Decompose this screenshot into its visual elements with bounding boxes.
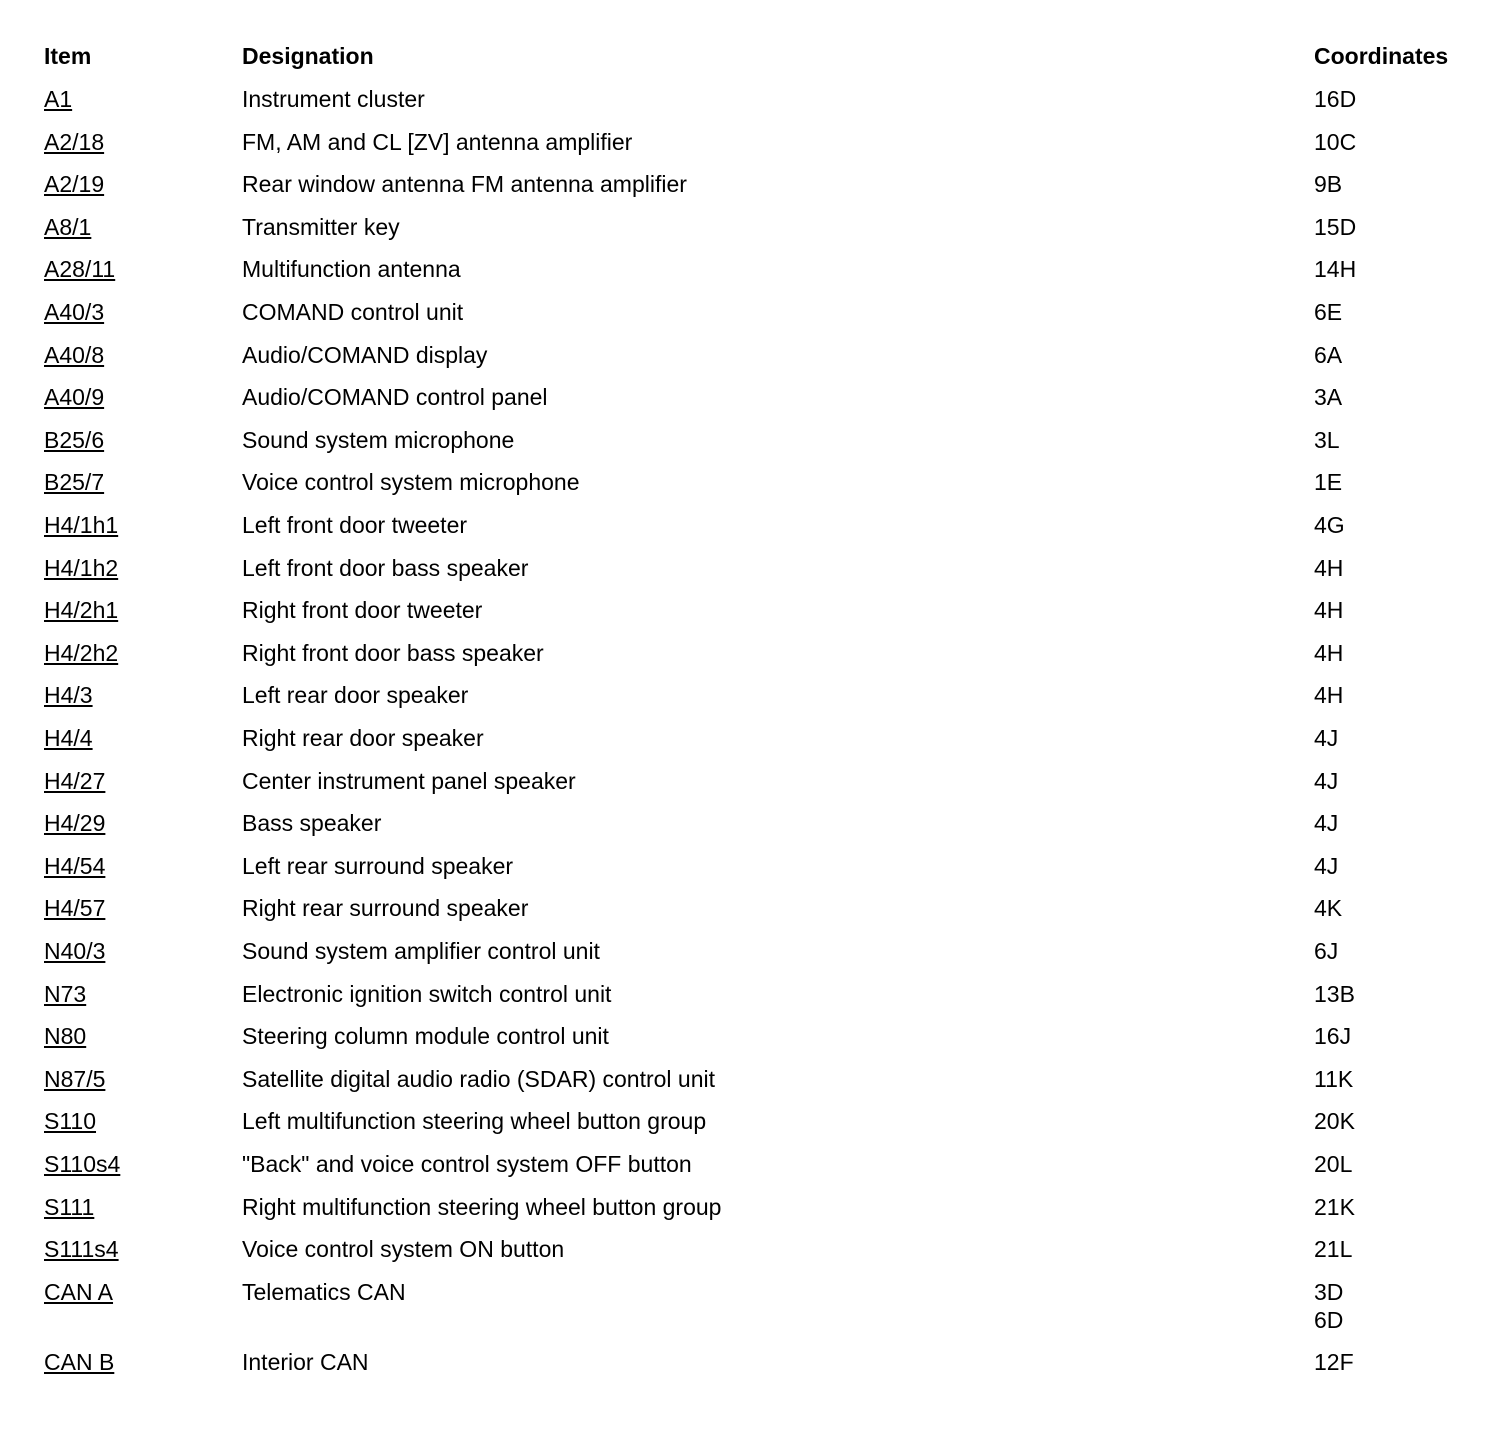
designation-text: Voice control system microphone — [242, 469, 580, 496]
item-link[interactable]: S111s4 — [44, 1236, 119, 1263]
coordinates-cell — [1314, 128, 1356, 156]
coordinate-value: 14H — [1314, 256, 1357, 283]
item-link[interactable]: CAN B — [44, 1349, 115, 1376]
item-link[interactable]: H4/29 — [44, 810, 106, 837]
item-link[interactable]: H4/1h2 — [44, 554, 119, 581]
item-link[interactable]: H4/27 — [44, 767, 106, 794]
coordinates-cell — [1314, 809, 1338, 837]
item-link[interactable]: S110s4 — [44, 1151, 121, 1177]
coordinates-cell — [1314, 383, 1342, 411]
item-link[interactable]: H4/4 — [44, 725, 93, 751]
header-coordinates: Coordinates — [1314, 43, 1449, 69]
coordinate-value: 6E — [1314, 299, 1343, 325]
coordinates-cell — [1314, 341, 1342, 369]
designation-text: Sound system microphone — [242, 426, 515, 453]
coordinates-cell — [1314, 1065, 1353, 1093]
designation-text: Sound system amplifier control unit — [242, 938, 600, 964]
coordinate-value: 4K — [1314, 895, 1343, 922]
item-link[interactable]: S110 — [44, 1108, 97, 1135]
designation-text: Right rear door speaker — [242, 725, 484, 751]
coordinate-value: 20L — [1314, 1151, 1353, 1177]
designation-text: Left front door bass speaker — [242, 554, 529, 581]
coordinates-cell — [1314, 1278, 1343, 1334]
item-link[interactable]: A28/11 — [44, 256, 116, 283]
coordinates-cell — [1314, 1193, 1355, 1221]
designation-text: "Back" and voice control system OFF button — [242, 1151, 692, 1177]
coordinates-cell — [1314, 85, 1356, 113]
coordinate-value: 4J — [1314, 725, 1339, 751]
coordinate-value: 4J — [1314, 767, 1339, 794]
coordinate-value: 4H — [1314, 597, 1344, 624]
designation-text: Instrument cluster — [242, 86, 425, 112]
item-link[interactable]: A2/18 — [44, 128, 105, 155]
coordinate-value: 4H — [1314, 639, 1344, 666]
coordinates-cell — [1314, 255, 1356, 283]
designation-text: Multifunction antenna — [242, 256, 461, 283]
item-link[interactable]: CAN A — [44, 1278, 114, 1305]
designation-text: Audio/COMAND control panel — [242, 384, 548, 411]
item-link[interactable]: H4/54 — [44, 852, 106, 879]
coordinates-cell — [1314, 426, 1340, 454]
designation-text: FM, AM and CL [ZV] antenna amplifier — [242, 128, 633, 155]
item-link[interactable]: A40/3 — [44, 299, 105, 325]
designation-text: Right front door bass speaker — [242, 639, 544, 666]
designation-text: Left rear surround speaker — [242, 852, 514, 879]
coordinate-value: 9B — [1314, 171, 1343, 198]
designation-text: Left rear door speaker — [242, 682, 469, 709]
coordinate-value: 16D — [1314, 86, 1357, 112]
item-link[interactable]: H4/2h2 — [44, 639, 119, 666]
coordinate-value: 20K — [1314, 1108, 1355, 1135]
item-link[interactable]: N80 — [44, 1023, 87, 1050]
designation-text: Right rear surround speaker — [242, 895, 529, 922]
designation-text: Left front door tweeter — [242, 512, 468, 538]
coordinates-cell — [1314, 1348, 1354, 1376]
coordinates-cell — [1314, 980, 1355, 1008]
coordinate-value: 6J — [1314, 938, 1339, 964]
coordinates-cell — [1314, 1107, 1355, 1135]
coordinates-cell — [1314, 681, 1343, 709]
item-link[interactable]: N40/3 — [44, 938, 106, 964]
item-link[interactable]: A40/8 — [44, 341, 105, 368]
coordinates-cell — [1314, 1235, 1352, 1263]
coordinates-cell — [1314, 1150, 1352, 1178]
designation-text: Right front door tweeter — [242, 597, 483, 624]
coordinate-value: 10C — [1314, 128, 1357, 155]
designation-text: Voice control system ON button — [242, 1236, 565, 1263]
coordinate-value: 4H — [1314, 554, 1344, 581]
item-link[interactable]: A1 — [44, 86, 73, 112]
designation-text: Satellite digital audio radio (SDAR) control unit — [242, 1065, 716, 1092]
item-link[interactable]: A8/1 — [44, 213, 92, 240]
item-link[interactable]: H4/2h1 — [44, 597, 119, 624]
designation-text: Left multifunction steering wheel button group — [242, 1108, 707, 1135]
coordinates-cell — [1314, 511, 1345, 539]
designation-text: Center instrument panel speaker — [242, 767, 576, 794]
coordinate-value: 4J — [1314, 810, 1339, 837]
coordinates-cell — [1314, 1022, 1351, 1050]
coordinate-value: 16J — [1314, 1023, 1352, 1050]
designation-text: Right multifunction steering wheel button group — [242, 1193, 722, 1220]
coordinates-cell — [1314, 724, 1338, 752]
item-link[interactable]: A40/9 — [44, 384, 105, 411]
header-item: Item — [44, 43, 92, 69]
coordinates-cell — [1314, 298, 1342, 326]
item-link[interactable]: H4/3 — [44, 682, 93, 709]
item-link[interactable]: H4/1h1 — [44, 512, 119, 538]
item-link[interactable]: B25/7 — [44, 469, 105, 496]
item-link[interactable]: A2/19 — [44, 171, 105, 198]
coordinate-value: 11K — [1314, 1065, 1354, 1092]
coordinate-value: 3A — [1314, 384, 1343, 411]
coordinates-cell — [1314, 767, 1338, 795]
coordinate-value: 6D — [1314, 1306, 1344, 1333]
coordinate-value: 4J — [1314, 852, 1339, 879]
designation-text: Interior CAN — [242, 1349, 369, 1376]
item-link[interactable]: N73 — [44, 980, 87, 1007]
coordinate-value: 15D — [1314, 213, 1357, 240]
coordinate-value: 4G — [1314, 512, 1345, 538]
designation-text: Transmitter key — [242, 213, 400, 240]
coordinates-cell — [1314, 937, 1338, 965]
item-link[interactable]: H4/57 — [44, 895, 106, 922]
coordinates-cell — [1314, 852, 1338, 880]
coordinates-cell — [1314, 596, 1343, 624]
item-link[interactable]: S111 — [44, 1193, 95, 1220]
designation-text: COMAND control unit — [242, 299, 464, 325]
coordinates-cell — [1314, 894, 1342, 922]
coordinate-value: 13B — [1314, 980, 1355, 1007]
designation-text: Rear window antenna FM antenna amplifier — [242, 171, 687, 198]
coordinates-cell — [1314, 170, 1342, 198]
coordinate-value: 3L — [1314, 426, 1340, 453]
coordinates-cell — [1314, 213, 1356, 241]
item-link[interactable]: B25/6 — [44, 426, 105, 453]
designation-text: Electronic ignition switch control unit — [242, 980, 612, 1007]
coordinate-value: 21K — [1314, 1193, 1355, 1220]
coordinate-value: 4H — [1314, 682, 1344, 709]
item-link[interactable]: N87/5 — [44, 1065, 106, 1092]
designation-text: Bass speaker — [242, 810, 382, 837]
coordinates-cell — [1314, 554, 1343, 582]
coordinate-value: 12F — [1314, 1349, 1354, 1376]
designation-text: Audio/COMAND display — [242, 341, 488, 368]
coordinate-value: 1E — [1314, 469, 1343, 496]
designation-text: Telematics CAN — [242, 1278, 406, 1305]
coordinate-value: 21L — [1314, 1236, 1353, 1263]
coordinates-cell — [1314, 468, 1342, 496]
designation-text: Steering column module control unit — [242, 1023, 609, 1050]
coordinate-value: 6A — [1314, 341, 1343, 368]
header-designation: Designation — [242, 43, 374, 69]
coordinates-cell — [1314, 639, 1343, 667]
coordinate-value: 3D — [1314, 1278, 1344, 1305]
